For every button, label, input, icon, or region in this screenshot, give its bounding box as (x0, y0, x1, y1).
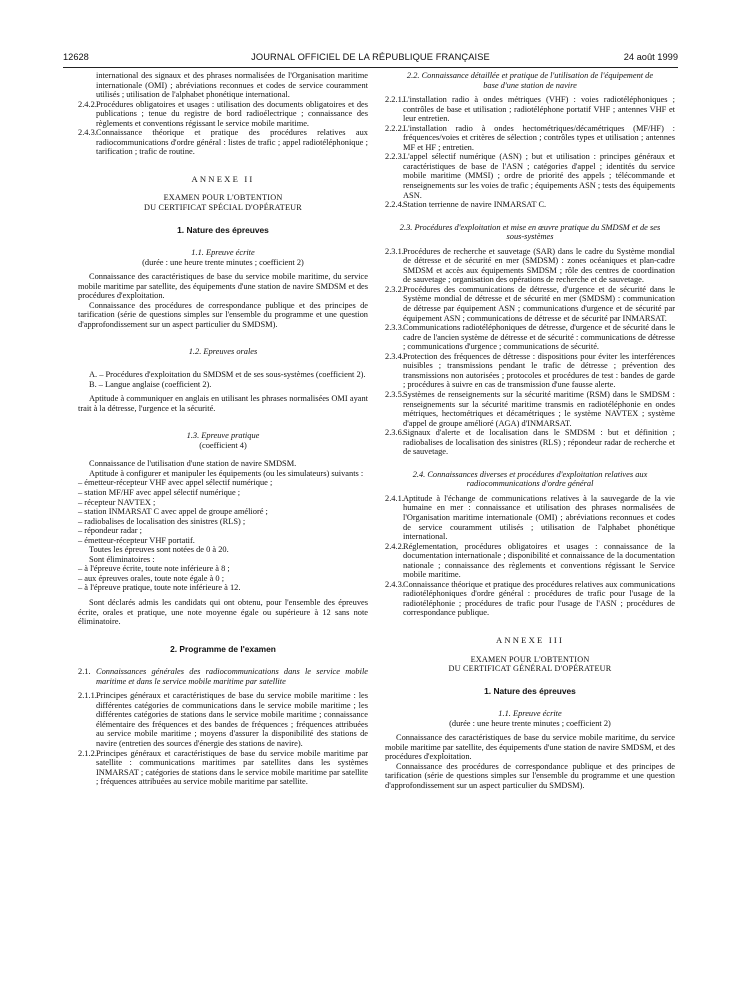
list-item: 2.2.1. L'installation radio à ondes métriques (VHF) : voies radiotéléphoniques ; contrôles de base et utilisation ; radiotéléphone portatif VHF ; antennes VHF et leur entretien. (385, 95, 675, 124)
annex-heading: ANNEXE III (495, 634, 565, 645)
list-item: 2.3.5. Systèmes de renseignements sur la sécurité maritime (RSM) dans le SMDSM : renseignements sur la sécurité maritime transmis en radiotéléphonie en ondes métriques, hectométriques et décamétriques ; le système NAVTEX ; système d'appel de groupe amélioré (AGA) d'INMARSAT. (385, 389, 675, 428)
list-item: 2.3.3. Communications radiotéléphoniques de détresse, d'urgence et de sécurité dans le cadre de l'ancien système de détresse et de sécurité : communications de détresse ; communications d'urgence ; communications de sécurité. (385, 323, 675, 352)
list-item: 2.2.4. Station terrienne de navire INMARSAT C. (385, 200, 547, 210)
list-item: 2.4.3. Connaissance théorique et pratique des procédures relatives aux communications radiotéléphoniques d'ordre général : procédures de trafic pour l'usage de la radiotéléphonie ; procédures de trafic pour l'usage de l'ASN ; procédures de correspondance publique. (385, 579, 675, 618)
list-item: 2.1.2. Principes généraux et caractéristiques de base du service mobile maritime par satellite : communications maritimes par satellites dans les systèmes INMARSAT ; catégories de stations dans le service mobile maritime par satellite ; fréquences attribuées au service mobile maritime par satellite. (78, 748, 368, 787)
list-item: 2.4.1. Aptitude à l'échange de communications relatives à la sauvegarde de la vie humaine en mer : connaissance et utilisation des phrases normalisées de l'Organisation maritime internationale (OMI) ; abréviations reconnues et codes de service couramment utilisés ; utilisation de l'alphabet phonétique international. (385, 493, 675, 542)
publication-date: 24 août 1999 (623, 52, 678, 62)
equipment-list (78, 478, 368, 545)
subsection-heading: 2.2. Connaissance détaillée et pratique de l'utilisation de l'équipement de base d'une station de navire (406, 71, 654, 90)
elimination-list (78, 564, 368, 593)
list-item: – récepteur NAVTEX ; (78, 497, 156, 507)
list-item: 2.3.2. Procédures des communications de détresse, d'urgence et de sécurité dans le Système mondial de détresse et de sécurité en mer (SMDSM) : communication de détresse par équipement ASN ; communications d'urgence et de sécurité par équipement ASN ; communications de détresse et de sécurité par INMARSAT. (385, 284, 675, 323)
list-item: 2.3.4. Protection des fréquences de détresse : dispositions pour éviter les interférences nuisibles ; transmissions pendant le trafic de détresse ; prévention des transmissions non autorisées ; protocoles et procédures de test : bandes de garde ; procédures à suivre en cas de transmission d'une fausse alerte. (385, 351, 675, 390)
paragraph: Sont éliminatoires : (89, 554, 155, 564)
section-heading: 1. Nature des épreuves (177, 224, 269, 235)
list-item: 2.1.1. Principes généraux et caractéristiques de base du service mobile maritime : les différentes catégories de communications dans le service mobile maritime ; les différentes catégories de stations dans le service mobile maritime ; connaissance élémentaire des fréquences et des bandes de fréquences ; fréquences attribuées au service mobile maritime ; moyens d'assurer la disponibilité des stations de navire (entretien des sources d'énergie des stations de navire). (78, 691, 368, 748)
list-item: – émetteur-récepteur VHF avec appel sélectif numérique ; (78, 478, 273, 488)
paragraph: Sont déclarés admis les candidats qui ont obtenu, pour l'ensemble des épreuves écrite, orales et pratique, une note moyenne égale ou supérieure à 12 sans note éliminatoire. (78, 597, 368, 627)
subsection-note: (durée : une heure trente minutes ; coefficient 2) (449, 718, 611, 728)
journal-title: JOURNAL OFFICIEL DE LA RÉPUBLIQUE FRANÇAISE (251, 52, 490, 62)
list-item: – émetteur-récepteur VHF portatif. (78, 535, 195, 545)
subsection-heading: 1.1. Epreuve écrite (191, 248, 255, 258)
paragraph: A. – Procédures d'exploitation du SMDSM et de ses sous-systèmes (coefficient 2). (89, 370, 366, 380)
list-item: 2.4.2. Procédures obligatoires et usages : utilisation des documents obligatoires et des publications ; tenue du registre de bord radioélectrique ; connaissance des règlements et conventions régissant le service mobile maritime. (78, 99, 368, 128)
list-item: – à l'épreuve écrite, toute note inférieure à 8 ; (78, 564, 230, 574)
subsection-heading: 2.4. Connaissances diverses et procédures d'exploitation relatives aux radiocommunications d'ordre général (412, 469, 648, 489)
section-heading: 1. Nature des épreuves (484, 685, 576, 696)
list-item: – aux épreuves orales, toute note égale à 0 ; (78, 573, 225, 583)
annex-title: EXAMEN POUR L'OBTENTION (163, 193, 283, 203)
paragraph: B. – Langue anglaise (coefficient 2). (89, 379, 212, 389)
paragraph: Connaissance de l'utilisation d'une station de navire SMDSM. (89, 459, 297, 469)
list-item: – répondeur radar ; (78, 526, 142, 536)
list-item: 2.1. Connaissances générales des radiocommunications dans le service mobile maritime et dans le service mobile maritime par satellite (78, 667, 368, 686)
paragraph: Aptitude à configurer et manipuler les équipements (ou les simulateurs) suivants : (89, 468, 364, 478)
list-item: 2.3.6. Signaux d'alerte et de localisation dans le SMDSM : but et définition ; radiobalises de localisation des sinistres (RLS) ; répondeur radar de recherche et de sauvetage. (385, 428, 675, 457)
subsection-note: (durée : une heure trente minutes ; coefficient 2) (142, 257, 304, 267)
list-item: – station INMARSAT C avec appel de groupe amélioré ; (78, 507, 268, 517)
section-heading: 2. Programme de l'examen (170, 643, 276, 654)
subsection-heading: 1.1. Epreuve écrite (498, 709, 562, 719)
paragraph: international des signaux et des phrases normalisées de l'Organisation maritime internationale (OMI) ; abréviations reconnues et codes de service couramment utilisés ; utilisation de l'alphabet phonétique international. (96, 71, 368, 100)
list-item: 2.2.3. L'appel sélectif numérique (ASN) ; but et utilisation : principes généraux et caractéristiques de base de l'ASN ; catégories d'appel ; identités du service mobile maritime (MMSI) ; ordre de priorité des appels ; télécommande et renseignements sur les voies de trafic ; équipements ASN ; tests des équipements ASN. (385, 152, 675, 200)
paragraph: Connaissance des caractéristiques de base du service mobile maritime, du service mobile maritime par satellite, des équipements d'une station de navire SMDSM et des procédures d'exploitation. (78, 272, 368, 301)
list-item: 2.4.3. Connaissance théorique et pratique des procédures relatives aux radiocommunications d'ordre général : listes de trafic ; appel radiotéléphonique ; tarification ; trafic de routine. (78, 128, 368, 157)
annex-title: EXAMEN POUR L'OBTENTION (470, 654, 590, 664)
list-item: – radiobalises de localisation des sinistres (RLS) ; (78, 516, 246, 526)
paragraph: Connaissance des procédures de correspondance publique et des principes de tarification (série de questions simples sur l'ensemble du programme et une question d'approfondissement sur un aspect particulier du SMDSM). (78, 300, 368, 329)
subsection-heading: 1.3. Epreuve pratique (186, 431, 260, 441)
list-item: – à l'épreuve pratique, toute note inférieure à 12. (78, 583, 241, 593)
list-item: – station MF/HF avec appel sélectif numérique ; (78, 487, 241, 497)
list-item: 2.3.1. Procédures de recherche et sauvetage (SAR) dans le cadre du Système mondial de détresse et de sécurité en mer (SMDSM) : zones océaniques et plan-cadre SMDSM et accès aux équipements SMDSM ; rôle des centres de coordination de sauvetage ; organisation des opérations de recherche et de sauvetage. (385, 246, 675, 285)
paragraph: Aptitude à communiquer en anglais en utilisant les phrases normalisées OMI ayant trait à la détresse, l'urgence et la sécurité. (78, 394, 368, 413)
subsection-heading: 1.2. Epreuves orales (188, 347, 258, 357)
paragraph: Connaissance des procédures de correspondance publique et des principes de tarification (série de questions simples sur l'ensemble du programme et une question d'approfondissement sur un aspect particulier du SMDSM). (385, 761, 675, 790)
annex-title: DU CERTIFICAT SPÉCIAL D'OPÉRATEUR (144, 203, 302, 213)
paragraph: Connaissance des caractéristiques de base du service mobile maritime, du service mobile maritime par satellite, des équipements d'une station de navire SMDSM, et des procédures d'exploitation. (385, 733, 675, 762)
paragraph: Toutes les épreuves sont notées de 0 à 20. (89, 545, 229, 555)
list-item: 2.2.2. L'installation radio à ondes hectométriques/décamétriques (MF/HF) : fréquences/voies et critères de sélection ; contrôles types et utilisation ; antennes MF et HF ; entretien. (385, 123, 675, 152)
page-number: 12628 (63, 52, 89, 62)
subsection-heading: 2.3. Procédures d'exploitation et mise en œuvre pratique du SMDSM et de ses sous-systèmes (399, 222, 661, 242)
left-column (78, 71, 368, 787)
subsection-note: (coefficient 4) (199, 440, 247, 450)
annex-heading: ANNEXE II (191, 173, 255, 184)
list-item: 2.4.2. Réglementation, procédures obligatoires et usages : connaissance de la documentation internationale ; disponibilité et connaissance de la documentation nationale ; connaissance des règlements et conventions régissant le Service mobile maritime. (385, 541, 675, 580)
page-header (63, 52, 678, 66)
header-rule (63, 67, 678, 68)
annex-title: DU CERTIFICAT GÉNÉRAL D'OPÉRATEUR (448, 664, 612, 674)
right-column (385, 71, 675, 791)
